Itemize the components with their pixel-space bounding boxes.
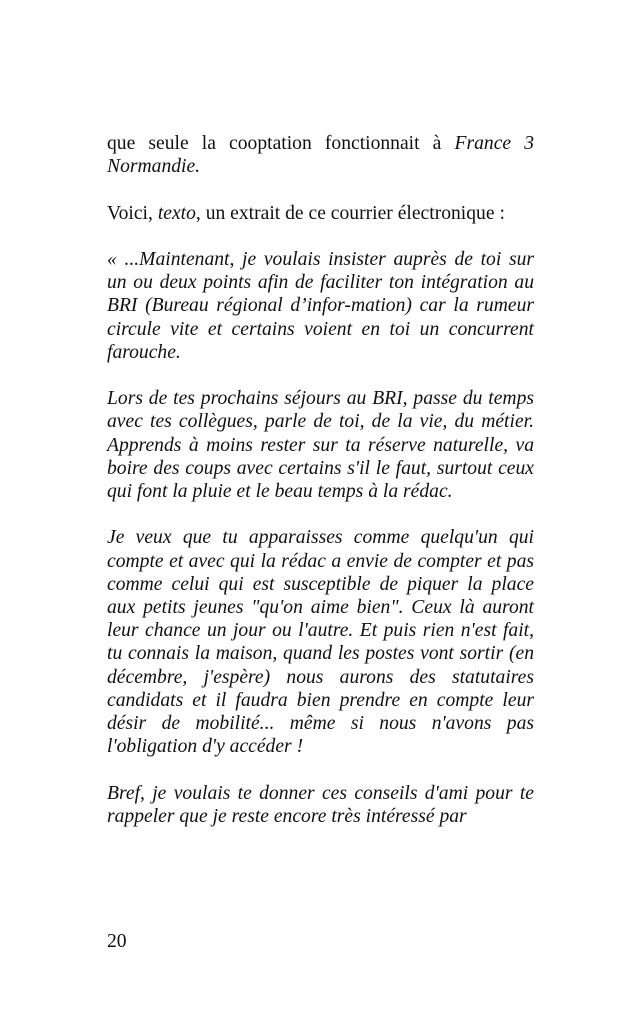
page-number: 20 [107, 931, 127, 952]
paragraph-1-text: que seule la cooptation fonctionnait à [107, 133, 455, 154]
paragraph-2-text-end: , un extrait de ce courrier électronique : [195, 202, 505, 224]
body-text [107, 132, 534, 851]
paragraph-1 [107, 132, 534, 178]
quote-paragraph-4: Bref, je voulais te donner ces conseils d'ami pour te rappeler que je reste encore très intéressé par [107, 782, 534, 827]
quote-paragraph-1: « ...Maintenant, je voulais insister auprès de toi sur un ou deux points afin de faciliter ton intégration au BRI (Bureau régional d’infor-mation) car la rumeur circule vite et certains voient en toi un concurrent farouche. [107, 248, 534, 363]
quote-paragraph-3: Je veux que tu apparaisses comme quelqu'un qui compte et avec qui la rédac a envie de compter et pas comme celui qui est susceptible de piquer la place aux petits jeunes "qu'on aime bien". Ceux là auront leur chance un jour ou l'autre. Et puis rien n'est fait, tu connais la maison, quand les postes vont sortir (en décembre, j'espère) nous aurons des statutaires candidats et il faudra bien prendre en compte leur désir de mobilité... même si nous n'avons pas l'obligation d'y accéder ! [107, 527, 534, 758]
paragraph-2-text-start: Voici, [107, 202, 158, 224]
quote-paragraph-2: Lors de tes prochains séjours au BRI, passe du temps avec tes collègues, parle de toi, de la vie, du métier. Apprends à moins rester sur ta réserve naturelle, va boire des coups avec certains s'il le faut, surtout ceux qui font la pluie et le beau temps à la rédac. [107, 388, 534, 502]
paragraph-2 [107, 202, 534, 225]
paragraph-1-italic: France 3 Normandie. [107, 133, 534, 178]
paragraph-2-italic: texto [157, 202, 196, 224]
